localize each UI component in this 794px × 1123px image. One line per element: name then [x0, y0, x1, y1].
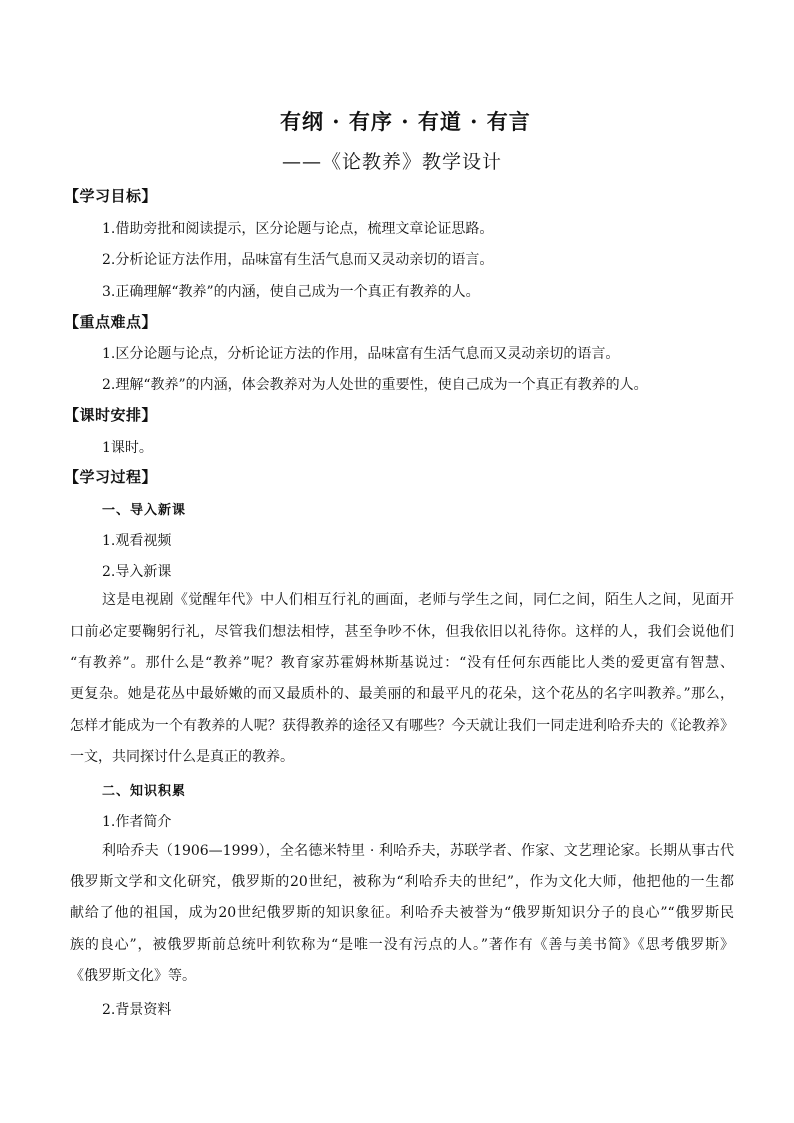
- section-title: 一、导入新课: [102, 503, 187, 518]
- paragraph-line: 利哈乔夫（1906—1999），全名德米特里 · 利哈乔夫，苏联学者、作家、文艺理论家。长期从事古代: [102, 843, 734, 859]
- objective-item: 2.分析论证方法作用，品味富有生活气息而又灵动亲切的语言。: [102, 252, 494, 268]
- key-point-item: 2.理解“教养”的内涵，体会教养对为人处世的重要性，使自己成为一个真正有教养的人。: [102, 377, 648, 393]
- paragraph-line: 这是电视剧《觉醒年代》中人们相互行礼的画面，老师与学生之间，同仁之间，陌生人之间，见面开: [102, 592, 734, 608]
- document-subtitle: ——《论教养》教学设计: [282, 151, 503, 173]
- step-item: 2.背景资料: [102, 1002, 172, 1018]
- schedule-heading: 【课时安排】: [64, 406, 158, 424]
- paragraph-line: 更复杂。她是花丛中最娇嫩的而又最质朴的、最美丽的和最平凡的花朵，这个花丛的名字叫教养。”那么，: [70, 686, 734, 702]
- document-title: 有纲 · 有序 · 有道 · 有言: [280, 109, 531, 134]
- key-point-item: 1.区分论题与论点，分析论证方法的作用，品味富有生活气息而又灵动亲切的语言。: [102, 346, 620, 362]
- paragraph-line: 《俄罗斯文化》等。: [70, 968, 196, 984]
- paragraph-line: 一文，共同探讨什么是真正的教养。: [70, 749, 294, 765]
- paragraph-line: 族的良心”，被俄罗斯前总统叶利钦称为“是唯一没有污点的人。”著作有《善与美书简》《思考俄罗斯》: [70, 937, 734, 953]
- step-item: 2.导入新课: [102, 564, 172, 580]
- paragraph-line: 俄罗斯文学和文化研究，俄罗斯的20世纪，被称为“利哈乔夫的世纪”，作为文化大师，他把他的一生都: [70, 874, 734, 890]
- paragraph-line: “有教养”。那什么是“教养”呢？教育家苏霍姆林斯基说过：“没有任何东西能比人类的爱更富有智慧、: [70, 655, 734, 671]
- paragraph-line: 口前必定要鞠躬行礼，尽管我们想法相悖，甚至争吵不休，但我依旧以礼待你。这样的人，我们会说他们: [70, 624, 734, 640]
- objective-item: 3.正确理解“教养”的内涵，使自己成为一个真正有教养的人。: [102, 284, 480, 300]
- step-item: 1.作者简介: [102, 814, 172, 830]
- paragraph-line: 怎样才能成为一个有教养的人呢？获得教养的途径又有哪些？今天就让我们一同走进利哈乔夫的《论教养》: [70, 718, 734, 734]
- objective-item: 1.借助旁批和阅读提示，区分论题与论点，梳理文章论证思路。: [102, 221, 494, 237]
- key-points-heading: 【重点难点】: [64, 313, 158, 331]
- objectives-heading: 【学习目标】: [64, 187, 158, 205]
- step-item: 1.观看视频: [102, 533, 172, 549]
- section-title: 二、知识积累: [102, 784, 187, 799]
- schedule-text: 1课时。: [102, 440, 153, 456]
- process-heading: 【学习过程】: [64, 468, 158, 486]
- paragraph-line: 献给了他的祖国，成为20世纪俄罗斯的知识象征。利哈乔夫被誉为“俄罗斯知识分子的良心”“俄罗斯民: [70, 905, 734, 921]
